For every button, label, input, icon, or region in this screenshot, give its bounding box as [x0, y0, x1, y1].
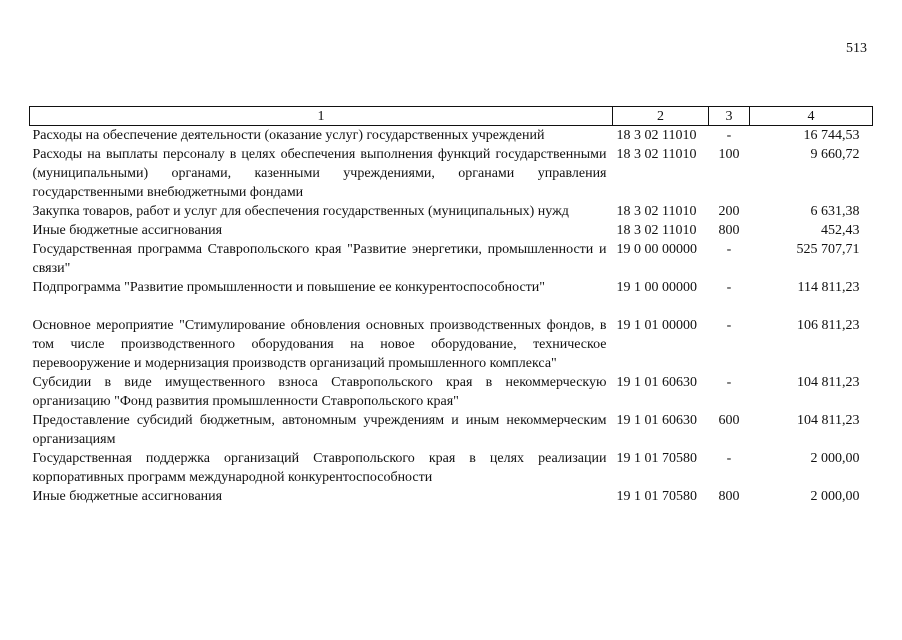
row-amount: 9 660,72: [810, 147, 860, 162]
row-amount: 6 631,38: [810, 204, 860, 219]
row-expense-type: 800: [718, 489, 740, 504]
table-row: [30, 126, 873, 146]
table-row: [30, 297, 873, 373]
table-row: [30, 487, 873, 506]
header-col-1: 1: [30, 107, 613, 126]
header-col-4: 4: [750, 107, 873, 126]
row-expense-type: 200: [718, 204, 740, 219]
row-description: Подпрограмма "Развитие промышленности и повышение ее конкурентоспособности": [32, 280, 545, 295]
row-amount: 2 000,00: [810, 451, 860, 466]
row-target-code: 19 1 01 60630: [616, 413, 697, 428]
row-description: Основное мероприятие "Стимулирование обновления основных производственных фондов, в том числе производственного оборудования на новое оборудование, техническое перевооружение и модернизация производств организаций промышленного комплекса": [32, 318, 607, 371]
row-expense-type: -: [726, 318, 732, 333]
row-expense-type: 800: [718, 223, 740, 238]
row-amount: 104 811,23: [797, 375, 860, 390]
row-amount: 104 811,23: [797, 413, 860, 428]
row-description: Расходы на выплаты персоналу в целях обеспечения выполнения функций государственными (муниципальными) органами, казенными учреждениями, органами управления государственными внебюджетными фондами: [32, 147, 607, 200]
row-description: Предоставление субсидий бюджетным, автономным учреждениям и иным некоммерческим организациям: [32, 413, 607, 447]
row-description: Государственная поддержка организаций Ставропольского края в целях реализации корпоративных программ международной конкурентоспособности: [32, 451, 607, 485]
table-row: [30, 373, 873, 411]
row-target-code: 18 3 02 11010: [616, 128, 697, 143]
table-row: [30, 202, 873, 221]
row-expense-type: -: [726, 242, 732, 257]
table-row: [30, 278, 873, 297]
table-row: [30, 145, 873, 202]
row-amount: 106 811,23: [797, 318, 860, 333]
header-col-3: 3: [709, 107, 750, 126]
row-description: Субсидии в виде имущественного взноса Ставропольского края в некоммерческую организацию "Фонд развития промышленности Ставропольского края": [32, 375, 607, 409]
row-expense-type: -: [726, 128, 732, 143]
row-description: Государственная программа Ставропольского края "Развитие энергетики, промышленности и связи": [32, 242, 607, 276]
row-target-code: 18 3 02 11010: [616, 223, 697, 238]
table-row: [30, 221, 873, 240]
row-target-code: 19 1 00 00000: [616, 280, 697, 295]
row-amount: 525 707,71: [796, 242, 860, 257]
row-description: Иные бюджетные ассигнования: [32, 489, 223, 504]
table-row: [30, 449, 873, 487]
row-expense-type: -: [726, 451, 732, 466]
row-amount: 16 744,53: [803, 128, 860, 143]
page-number: 513: [846, 41, 867, 56]
table-header-row: [30, 107, 873, 126]
row-expense-type: 600: [718, 413, 740, 428]
row-target-code: 19 1 01 70580: [616, 489, 697, 504]
row-description: Иные бюджетные ассигнования: [32, 223, 223, 238]
row-expense-type: 100: [718, 147, 740, 162]
budget-table: [29, 106, 873, 506]
row-amount: 452,43: [821, 223, 860, 238]
row-amount: 2 000,00: [810, 489, 860, 504]
row-expense-type: -: [726, 375, 732, 390]
row-target-code: 19 1 01 70580: [616, 451, 697, 466]
row-target-code: 18 3 02 11010: [616, 147, 697, 162]
table-row: [30, 240, 873, 278]
row-expense-type: -: [726, 280, 732, 295]
row-target-code: 19 1 01 00000: [616, 318, 697, 333]
row-target-code: 18 3 02 11010: [616, 204, 697, 219]
row-target-code: 19 1 01 60630: [616, 375, 697, 390]
row-description: Закупка товаров, работ и услуг для обеспечения государственных (муниципальных) нужд: [32, 204, 569, 219]
row-target-code: 19 0 00 00000: [616, 242, 697, 257]
row-amount: 114 811,23: [797, 280, 860, 295]
row-description: Расходы на обеспечение деятельности (оказание услуг) государственных учреждений: [32, 128, 545, 143]
header-col-2: 2: [613, 107, 709, 126]
table-row: [30, 411, 873, 449]
